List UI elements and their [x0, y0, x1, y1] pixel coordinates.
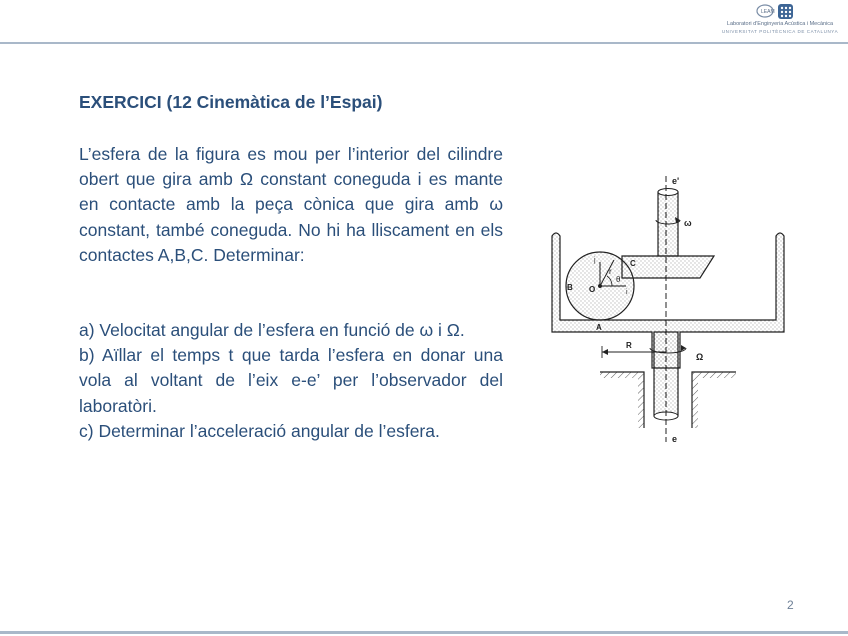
unit-j-label: j — [594, 257, 596, 264]
radius-r-label: r — [609, 267, 612, 276]
problem-statement — [79, 142, 503, 268]
question-a: a) Velocitat angular de l’esfera en funció de ω i Ω. — [79, 320, 465, 340]
header-rule — [0, 42, 848, 44]
axis-top-label: e' — [672, 176, 680, 186]
questions-list — [79, 318, 503, 444]
point-c-label: C — [630, 259, 636, 268]
axis-bottom-label: e — [672, 434, 678, 444]
logo-university-name: UNIVERSITAT POLITÈCNICA DE CATALUNYA — [721, 29, 839, 34]
angle-theta-label: θ — [616, 275, 621, 284]
question-c: c) Determinar l’acceleració angular de l’esfera. — [79, 420, 440, 441]
svg-text:LEAM: LEAM — [761, 9, 775, 15]
page-number: 2 — [787, 598, 794, 612]
mechanism-figure — [550, 170, 790, 450]
statement-text: L’esfera de la figura es mou per l’interior del cilindre obert que gira amb Ω constant coneguda i es mante en contacte amb la peça cònica que gira amb ω constant, també coneguda. No hi ha lliscament en els contactes A,B,C. Determinar: — [79, 144, 503, 265]
logo-emblem-icon — [712, 2, 848, 20]
footer-rule — [0, 631, 848, 634]
point-a-label: A — [596, 323, 602, 332]
institution-logo — [712, 2, 848, 38]
unit-i-label: i — [626, 289, 628, 296]
question-b: b) Aïllar el temps t que tarda l’esfera en donar una vola al voltant de l’eix e-e’ per l’observador del laboratòri. — [79, 345, 503, 416]
omega-small-label: ω — [684, 218, 692, 228]
logo-lab-name: Laboratori d'Enginyeria Acústica i Mecànica — [726, 21, 834, 27]
conical-piece — [622, 256, 714, 278]
mechanism-diagram — [550, 170, 790, 450]
radius-R-label: R — [626, 341, 632, 350]
point-b-label: B — [567, 283, 573, 292]
center-o-label: O — [589, 285, 596, 294]
omega-big-label: Ω — [696, 352, 704, 362]
exercise-title: EXERCICI (12 Cinemàtica de l’Espai) — [79, 92, 383, 112]
